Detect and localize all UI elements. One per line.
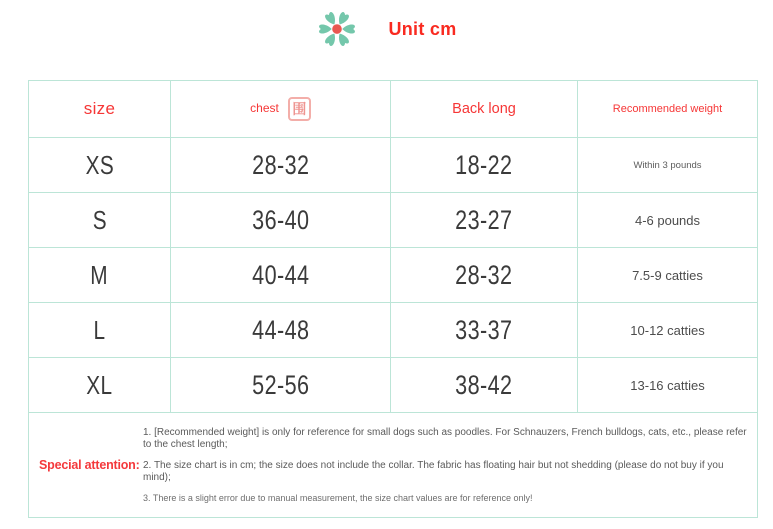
cell-value: 44-48 bbox=[251, 314, 310, 345]
cell-value: 33-37 bbox=[455, 314, 513, 345]
cell-value: 28-32 bbox=[251, 149, 310, 180]
chest-cell bbox=[171, 193, 391, 248]
cell-value: M bbox=[90, 259, 109, 290]
weight-cell: Within 3 pounds bbox=[578, 138, 758, 193]
weight-cell: 13-16 catties bbox=[578, 358, 758, 413]
cell-value: XL bbox=[86, 369, 113, 400]
table-row bbox=[29, 138, 758, 193]
chest-cell bbox=[171, 303, 391, 358]
cell-value: 38-42 bbox=[455, 369, 513, 400]
flower-icon bbox=[316, 8, 358, 50]
size-cell bbox=[29, 193, 171, 248]
notes-list bbox=[143, 418, 757, 513]
special-attention-row bbox=[29, 413, 758, 518]
back-long-cell bbox=[391, 193, 578, 248]
size-cell bbox=[29, 303, 171, 358]
size-cell bbox=[29, 358, 171, 413]
cell-value: L bbox=[93, 314, 106, 345]
cell-value: 28-32 bbox=[455, 259, 513, 290]
special-attention-cell bbox=[29, 413, 758, 518]
cell-value: 52-56 bbox=[251, 369, 310, 400]
note-item: 3. There is a slight error due to manual measurement, the size chart values are for reference only! bbox=[143, 492, 533, 503]
cell-value: S bbox=[92, 204, 107, 235]
weight-cell: 4-6 pounds bbox=[578, 193, 758, 248]
col-header-chest bbox=[171, 81, 391, 138]
note-item: 1. [Recommended weight] is only for reference for small dogs such as poodles. For Schnauzers, French bulldogs, cats, etc., please refer to the chest length; bbox=[143, 426, 747, 450]
notes-wrap bbox=[29, 418, 757, 513]
col-header-back-long: Back long bbox=[391, 81, 578, 138]
special-attention-label: Special attention: bbox=[39, 457, 140, 472]
cell-value: XS bbox=[85, 149, 114, 180]
note-item: 2. The size chart is in cm; the size does not include the collar. The fabric has floating hair but not shedding (please do not buy if you mind); bbox=[143, 459, 724, 483]
weight-cell: 7.5-9 catties bbox=[578, 248, 758, 303]
back-long-cell bbox=[391, 303, 578, 358]
cell-value: 23-27 bbox=[455, 204, 513, 235]
unit-header bbox=[0, 5, 773, 53]
table-row bbox=[29, 303, 758, 358]
size-cell bbox=[29, 248, 171, 303]
size-chart-table bbox=[28, 80, 758, 518]
chest-cell bbox=[171, 138, 391, 193]
unit-label: Unit cm bbox=[388, 18, 457, 39]
weight-cell: 10-12 catties bbox=[578, 303, 758, 358]
chest-cell bbox=[171, 358, 391, 413]
col-header-size: size bbox=[29, 81, 171, 138]
header-row bbox=[29, 81, 758, 138]
measure-stamp-icon: 围 bbox=[288, 97, 311, 121]
cell-value: 36-40 bbox=[251, 204, 310, 235]
col-header-recommended-weight: Recommended weight bbox=[578, 81, 758, 138]
cell-value: 40-44 bbox=[251, 259, 310, 290]
cell-value: 18-22 bbox=[455, 149, 513, 180]
table-row bbox=[29, 193, 758, 248]
col-header-chest-label: chest bbox=[250, 101, 279, 116]
chest-cell bbox=[171, 248, 391, 303]
back-long-cell bbox=[391, 358, 578, 413]
size-cell bbox=[29, 138, 171, 193]
back-long-cell bbox=[391, 138, 578, 193]
back-long-cell bbox=[391, 248, 578, 303]
table-row bbox=[29, 248, 758, 303]
table-row bbox=[29, 358, 758, 413]
